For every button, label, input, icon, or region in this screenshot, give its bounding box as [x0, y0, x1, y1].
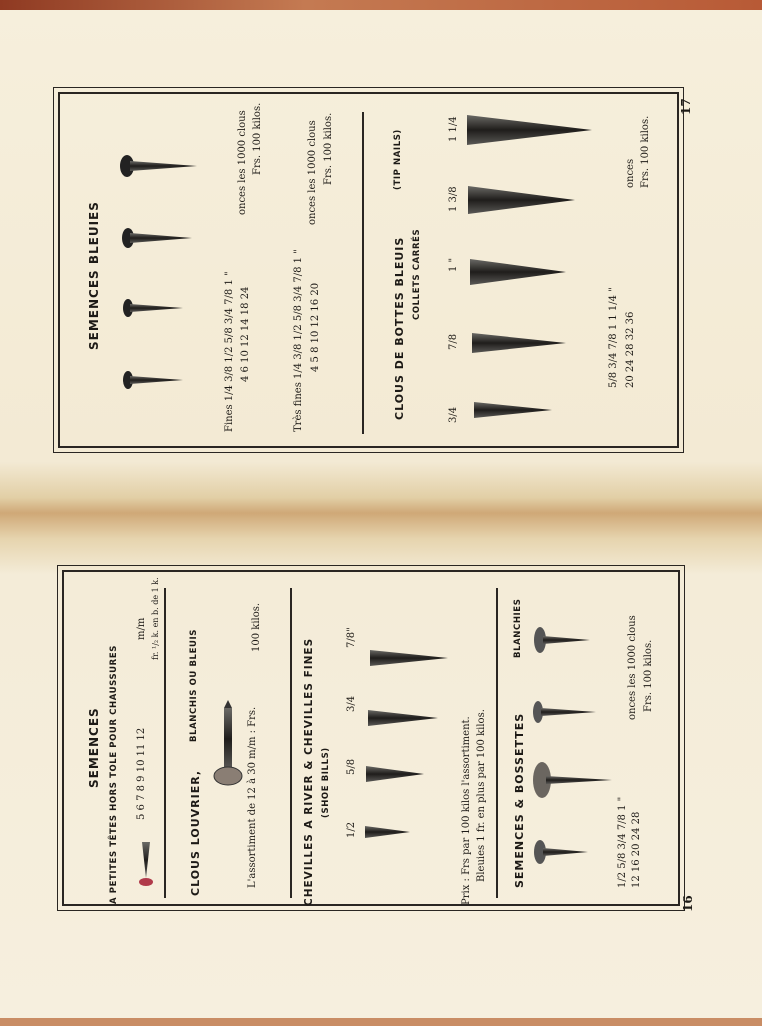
- bleuies-nail-2: [123, 299, 183, 317]
- unit-note: fr. ¹/₂ k. en b. de 1 k.: [151, 577, 160, 660]
- chevilles-price-2: Bleuies 1 fr. en plus par 100 kilos.: [476, 709, 487, 882]
- chevilles-nail-3: [368, 710, 438, 726]
- sizes-row: 5 6 7 8 9 10 11 12: [136, 727, 147, 820]
- chevilles-nail-1: [365, 826, 410, 838]
- bottes-size-4: 1 3/8: [448, 186, 459, 212]
- unit-mm: m/m: [136, 617, 147, 640]
- page-number-16: 16: [681, 895, 695, 912]
- bottes-row-2: 20 24 28 32 36: [625, 311, 636, 388]
- tres-fines-row-1: Très fines 1/4 3/8 1/2 5/8 3/4 7/8 1 ": [293, 249, 304, 432]
- chevilles-size-4: 7/8": [346, 627, 357, 648]
- semences-title: SEMENCES: [87, 707, 101, 788]
- bossettes-row-2: 12 16 20 24 28: [631, 811, 642, 888]
- bottes-title: CLOUS DE BOTTES BLEUIS: [393, 236, 406, 420]
- chevilles-title: CHEVILLES A RIVER & CHEVILLES FINES: [303, 637, 315, 906]
- bottes-nail-2: [472, 333, 566, 353]
- chevilles-size-1: 1/2: [346, 821, 357, 838]
- bossettes-row-1: 1/2 5/8 3/4 7/8 1 ": [617, 796, 628, 888]
- bossettes-suffix: BLANCHIES: [513, 598, 523, 658]
- louvrier-title: CLOUS LOUVRIER,: [189, 769, 202, 896]
- bottes-nail-5: [467, 115, 592, 145]
- semence-small-nail: [139, 842, 153, 886]
- fines-row-2: 4 6 10 12 14 18 24: [240, 286, 251, 382]
- louvrier-kilos: 100 kilos.: [251, 602, 262, 652]
- bottes-nail-4: [468, 186, 575, 214]
- bossette-nail-2: [533, 762, 612, 798]
- bottes-size-5: 1 1/4: [448, 116, 459, 142]
- chevilles-sub: (SHOE BILLS): [321, 747, 331, 818]
- tres-fines-onces: onces les 1000 clous: [307, 120, 318, 225]
- page-number-17: 17: [679, 98, 693, 115]
- bottes-size-1: 3/4: [448, 406, 459, 423]
- tres-fines-frs: Frs. 100 kilos.: [323, 112, 334, 185]
- bossette-nail-4: [534, 627, 590, 653]
- fines-row-1: Fines 1/4 3/8 1/2 5/8 3/4 7/8 1 ": [224, 271, 235, 432]
- chevilles-price-1: Prix : Frs par 100 kilos l'assortiment.: [461, 716, 472, 905]
- bleuies-title: SEMENCES BLEUIES: [87, 201, 101, 350]
- bottes-size-2: 7/8: [448, 333, 459, 350]
- louvrier-nail: [214, 700, 242, 785]
- bottes-frs: Frs. 100 kilos.: [640, 115, 651, 188]
- chevilles-size-3: 3/4: [346, 695, 357, 712]
- fines-onces: onces les 1000 clous: [237, 110, 248, 215]
- semences-subtitle: A PETITES TÊTES HORS TOLE POUR CHAUSSURES: [109, 645, 119, 904]
- louvrier-suffix: BLANCHIS OU BLEUIS: [189, 629, 199, 742]
- chevilles-size-2: 5/8: [346, 758, 357, 775]
- bossettes-title: SEMENCES & BOSSETTES: [513, 712, 526, 888]
- bossette-nail-3: [533, 701, 596, 723]
- bleuies-nail-4: [120, 155, 197, 177]
- bottes-collets: COLLETS CARRÉS: [412, 228, 422, 320]
- bottes-row-1: 5/8 3/4 7/8 1 1 1/4 ": [608, 287, 619, 388]
- louvrier-line: L'assortiment de 12 à 30 m/m : Frs.: [247, 706, 258, 888]
- tres-fines-row-2: 4 5 8 10 12 16 20: [310, 282, 321, 372]
- chevilles-nail-4: [370, 650, 448, 666]
- bottes-nail-3: [470, 259, 566, 285]
- bossette-nail-1: [534, 840, 588, 864]
- fines-frs: Frs. 100 kilos.: [252, 102, 263, 175]
- bossettes-frs: Frs. 100 kilos.: [643, 639, 654, 712]
- bottes-tip-nails: (TIP NAILS): [393, 129, 403, 190]
- bleuies-nail-1: [123, 371, 183, 389]
- chevilles-nail-2: [366, 766, 424, 782]
- bossettes-onces: onces les 1000 clous: [627, 615, 638, 720]
- bottes-onces: onces: [625, 158, 636, 188]
- bottes-nail-1: [474, 402, 552, 418]
- bottes-size-3: 1 ": [448, 257, 459, 272]
- bleuies-nail-3: [122, 228, 192, 248]
